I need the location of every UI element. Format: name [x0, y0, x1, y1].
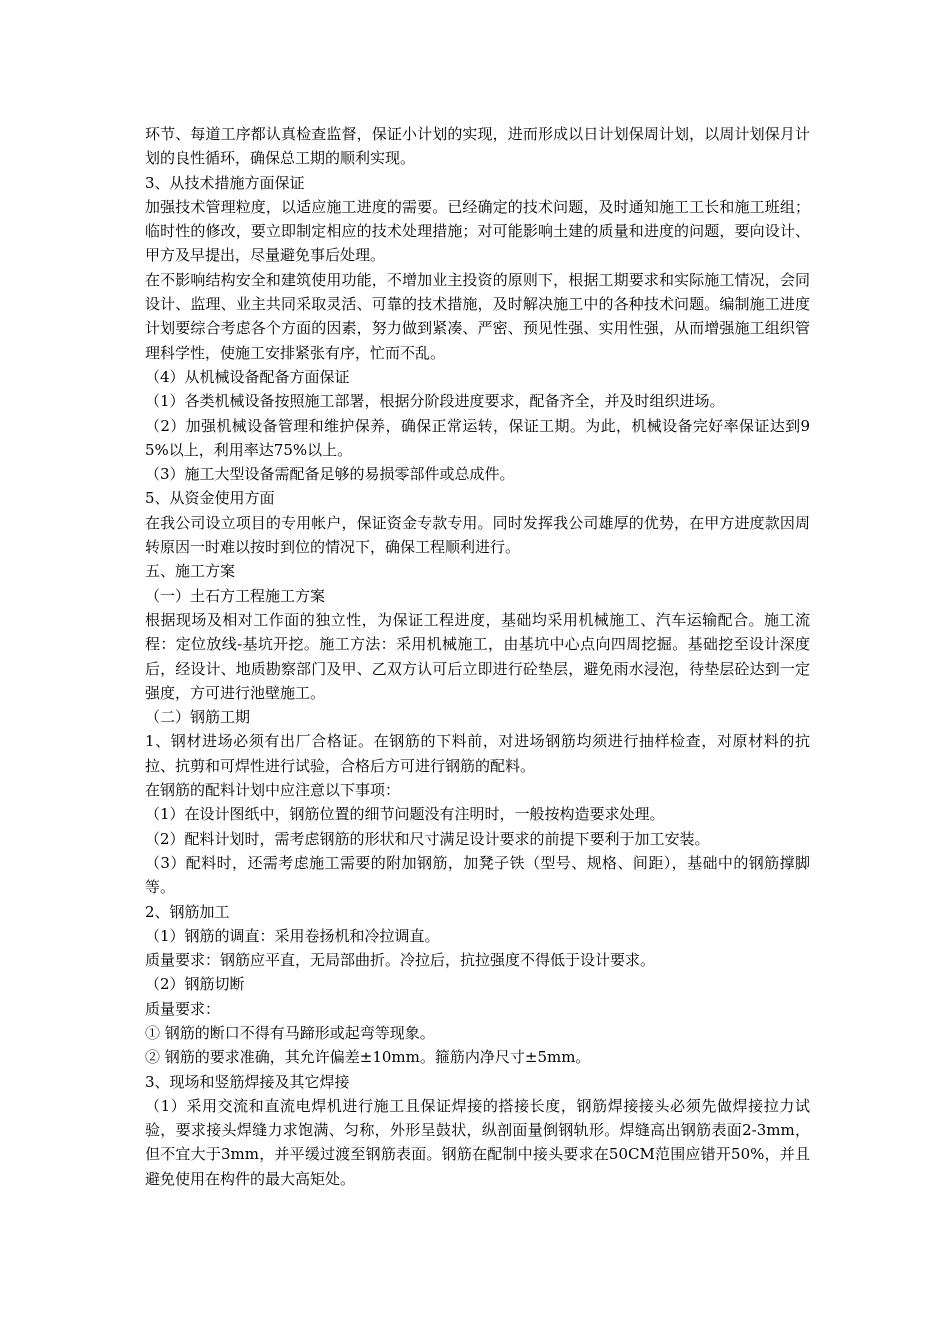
paragraph: 在钢筋的配料计划中应注意以下事项： [145, 781, 401, 800]
section-heading: （一）土石方工程施工方案 [145, 586, 326, 605]
paragraph: 质量要求：钢筋应平直，无局部曲折。冷拉后，抗拉强度不得低于设计要求。 [145, 951, 656, 970]
list-item: ② 钢筋的要求准确，其允许偏差±10mm。箍筋内净尺寸±5mm。 [145, 1048, 591, 1067]
document-body [145, 122, 810, 1191]
paragraph: 在不影响结构安全和建筑使用功能，不增加业主投资的原则下，根据工期要求和实际施工情况，会同设计、监理、业主共同采取灵活、可靠的技术措施，及时解决施工中的各种技术问题。编制施工进度计划要综合考虑各个方面的因素，努力做到紧凑、严密、预见性强、实用性强，从而增强施工组织管理科学性，使施工安排紧张有序，忙而不乱。 [145, 270, 810, 362]
list-item: （1）在设计图纸中，钢筋位置的细节问题没有注明时，一般按构造要求处理。 [145, 805, 665, 824]
list-item: ① 钢筋的断口不得有马蹄形或起弯等现象。 [145, 1023, 435, 1042]
section-heading: 3、从技术措施方面保证 [145, 173, 305, 192]
paragraph: 环节、每道工序都认真检查监督，保证小计划的实现，进而形成以日计划保周计划，以周计划保月计划的良性循环，确保总工期的顺利实现。 [145, 125, 810, 168]
paragraph: 质量要求： [145, 999, 221, 1018]
section-heading: 2、钢筋加工 [145, 902, 230, 921]
section-heading: 5、从资金使用方面 [145, 489, 275, 508]
list-item: （1）采用交流和直流电焊机进行施工且保证焊接的搭接长度，钢筋焊接接头必须先做焊接拉力试验，要求接头焊缝力求饱满、匀称，外形呈鼓状，纵剖面量倒钢轨形。焊缝高出钢筋表面2-3mm，但不宜大于3mm，并平缓过渡至钢筋表面。钢筋在配制中接头要求在50CM范围应错开50%，并且避免使用在构件的最大高矩处。 [145, 1096, 810, 1188]
paragraph: 根据现场及相对工作面的独立性，为保证工程进度，基础均采用机械施工、汽车运输配合。施工流程：定位放线-基坑开挖。施工方法：采用机械施工，由基坑中心点向四周挖掘。基础挖至设计深度后，经设计、地质勘察部门及甲、乙双方认可后立即进行砼垫层，避免雨水浸泡，待垫层砼达到一定强度，方可进行池壁施工。 [145, 610, 810, 702]
list-item: （3）配料时，还需考虑施工需要的附加钢筋，加凳子铁（型号、规格、间距），基础中的钢筋撑脚等。 [145, 853, 810, 897]
list-item: （3）施工大型设备需配备足够的易损零部件或总成件。 [145, 465, 515, 484]
section-heading: （4）从机械设备配备方面保证 [145, 367, 350, 386]
section-heading: 3、现场和竖筋焊接及其它焊接 [145, 1072, 350, 1091]
list-item: （2）配料计划时，需考虑钢筋的形状和尺寸满足设计要求的前提下要利于加工安装。 [145, 829, 710, 848]
paragraph: 1、钢材进场必须有出厂合格证。在钢筋的下料前，对进场钢筋均须进行抽样检查，对原材料的抗拉、抗剪和可焊性进行试验，合格后方可进行钢筋的配料。 [145, 732, 810, 775]
list-item: （1）钢筋的调直：采用卷扬机和冷拉调直。 [145, 926, 440, 945]
list-item: （2）加强机械设备管理和维护保养，确保正常运转，保证工期。为此，机械设备完好率保证达到95%以上，利用率达75%以上。 [145, 416, 810, 459]
list-item: （1）各类机械设备按照施工部署，根据分阶段进度要求，配备齐全，并及时组织进场。 [145, 392, 725, 411]
list-item: （2）钢筋切断 [145, 975, 245, 994]
paragraph: 加强技术管理粒度，以适应施工进度的需要。已经确定的技术问题，及时通知施工工长和施工班组；临时性的修改，要立即制定相应的技术处理措施；对可能影响土建的质量和进度的问题，要向设计、甲方及早提出，尽量避免事后处理。 [145, 197, 810, 265]
paragraph: 在我公司设立项目的专用帐户，保证资金专款专用。同时发挥我公司雄厚的优势，在甲方进度款因周转原因一时难以按时到位的情况下，确保工程顺利进行。 [145, 513, 810, 557]
section-heading: （二）钢筋工期 [145, 708, 251, 727]
chapter-heading: 五、施工方案 [145, 562, 236, 581]
